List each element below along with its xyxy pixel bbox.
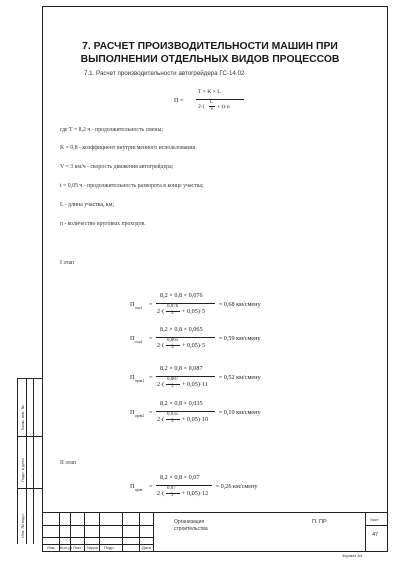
main-formula-den-tail: + t)·n xyxy=(217,104,230,110)
definition-5: L - длина участка, км; xyxy=(60,202,115,208)
calc-formula xyxy=(130,326,360,356)
stamp-sheet-label: Лист xyxy=(370,517,379,522)
calc-numerator: 8,2 × 0,8 × 0,07 xyxy=(160,474,200,481)
main-formula-den-l: L xyxy=(210,100,214,105)
main-formula-lhs: П = xyxy=(174,97,184,104)
calc-den-lead: 2·( xyxy=(157,416,165,423)
definition-3: V = 3 км/ч - скорость движения автогрейдера; xyxy=(60,164,174,170)
calc-den-tail: + 0,05)·11 xyxy=(182,381,208,388)
side-label-replace: Взам. инв. № xyxy=(20,405,25,430)
stamp-sheet-number: 47 xyxy=(372,532,379,538)
calc-den-lead: 2·( xyxy=(157,342,165,349)
calc-den-frac-den: 3 xyxy=(171,384,174,389)
calc-numerator: 8,2 × 0,8 × 0,087 xyxy=(160,365,203,372)
calc-den-tail: + 0,05)·5 xyxy=(182,308,206,315)
stamp-title-line2: строительства xyxy=(174,526,208,532)
calc-den-lead: 2·( xyxy=(157,490,165,497)
calc-numerator: 8,2 × 0,8 × 0,035 xyxy=(160,400,203,407)
calc-result: = 0,52 км/смену xyxy=(218,374,261,381)
section-title: 7.1. Расчет производительности автогрейдера ГС-14.02 xyxy=(84,70,245,77)
calc-den-frac-num: 0,035 xyxy=(167,412,179,417)
calc-symbol: П xyxy=(130,301,135,308)
format-label: Формат А4 xyxy=(342,553,363,558)
calc-equals: = xyxy=(149,374,153,381)
stamp-col-change: Изм. xyxy=(47,545,56,550)
calc-symbol: П xyxy=(130,409,135,416)
calc-symbol: П xyxy=(130,483,135,490)
calc-den-frac-num: 0,07 xyxy=(167,486,176,491)
stamp-doc-code: П. ПР xyxy=(312,519,327,525)
calc-subscript: пров xyxy=(135,488,143,492)
stamp-col-docnum: №док. xyxy=(87,545,99,550)
calc-symbol: П xyxy=(130,335,135,342)
calc-formula xyxy=(130,400,360,430)
calc-equals: = xyxy=(149,335,153,342)
calc-subscript: осн1 xyxy=(135,306,143,310)
calc-subscript: пров2 xyxy=(135,414,145,418)
calc-den-frac-den: 3 xyxy=(171,311,174,316)
stamp-col-sheet: Лист xyxy=(73,545,82,550)
stage-1-label: I этап xyxy=(60,260,75,266)
calc-den-frac-num: 0,065 xyxy=(167,338,179,343)
calc-equals: = xyxy=(149,483,153,490)
definition-4: t = 0,05 ч - продолжительность разворота в конце участка; xyxy=(60,183,204,189)
calc-numerator: 8,2 × 0,8 × 0,076 xyxy=(160,292,203,299)
main-formula-den-lead: 2·( xyxy=(198,104,205,110)
calc-subscript: пров1 xyxy=(135,379,145,383)
calc-subscript: осн2 xyxy=(135,340,143,344)
calc-den-lead: 2·( xyxy=(157,308,165,315)
stamp-col-date: Дата xyxy=(142,545,151,550)
calc-result: = 0,59 км/смену xyxy=(218,335,261,342)
calc-equals: = xyxy=(149,301,153,308)
calc-den-tail: + 0,05)·10 xyxy=(182,416,209,423)
stage-2-label: II этап xyxy=(60,460,77,466)
calc-den-frac-num: 0,087 xyxy=(167,377,179,382)
calc-formula xyxy=(130,292,360,322)
stamp-col-count: Кол.уч xyxy=(60,545,72,550)
calc-result: = 0,26 км/смену xyxy=(215,483,258,490)
main-formula-numerator: T × K × L xyxy=(198,89,221,95)
main-formula xyxy=(168,86,248,118)
calc-result: = 0,19 км/смену xyxy=(218,409,261,416)
page-title xyxy=(60,40,360,66)
calc-den-frac-den: 3 xyxy=(171,345,174,350)
calc-equals: = xyxy=(149,409,153,416)
calc-numerator: 8,2 × 0,8 × 0,065 xyxy=(160,326,203,333)
calc-den-frac-num: 0,076 xyxy=(167,304,179,309)
calc-symbol: П xyxy=(130,374,135,381)
calc-den-tail: + 0,05)·5 xyxy=(182,342,206,349)
stamp-title-line1: Организация xyxy=(174,519,205,525)
stamp-col-sign: Подп. xyxy=(104,545,115,550)
calc-formula xyxy=(130,365,360,395)
calc-formula xyxy=(130,474,360,504)
calc-result: = 0,68 км/смену xyxy=(218,301,261,308)
side-label-sign: Подп. и дата xyxy=(20,458,25,482)
side-stamp xyxy=(17,378,42,544)
page-title-line2: ВЫПОЛНЕНИИ ОТДЕЛЬНЫХ ВИДОВ ПРОЦЕССОВ xyxy=(80,54,340,65)
definition-2: K = 0,8 - коэффициент внутрисменного использования xyxy=(60,145,196,151)
title-block xyxy=(42,512,387,551)
calc-den-frac-den: 3 xyxy=(171,419,174,424)
calc-den-lead: 2·( xyxy=(157,381,165,388)
side-label-inventory: Инв. № подл. xyxy=(20,513,25,538)
page-title-line1: 7. РАСЧЕТ ПРОИЗВОДИТЕЛЬНОСТИ МАШИН ПРИ xyxy=(82,41,338,52)
calc-den-tail: + 0,05)·12 xyxy=(182,490,209,497)
main-formula-den-v: V xyxy=(210,107,214,112)
definition-6: n - количество круговых проходов. xyxy=(60,221,146,227)
definition-1: где T = 8,2 ч - продолжительность смены; xyxy=(60,127,164,133)
calc-den-frac-den: 3 xyxy=(171,493,174,498)
